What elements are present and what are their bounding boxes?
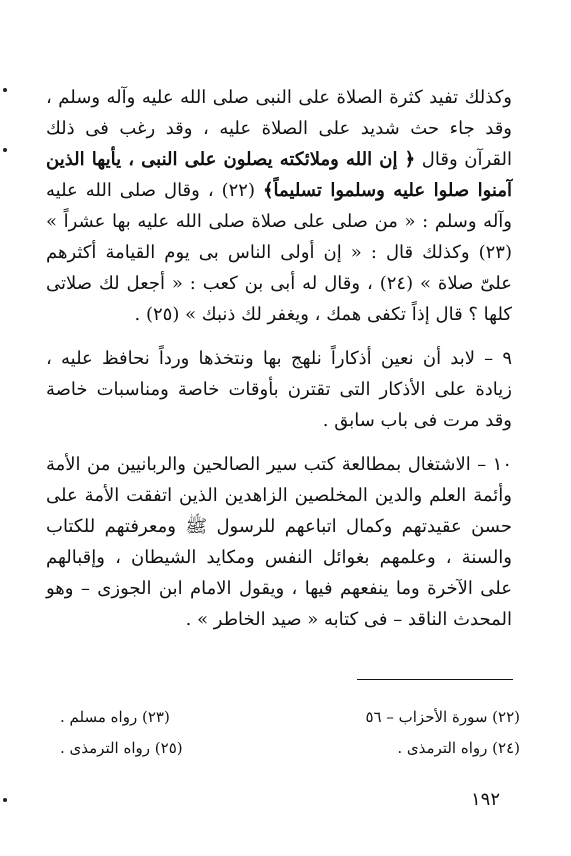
body-text xyxy=(46,82,512,635)
margin-mark xyxy=(3,88,7,92)
page-number: ١٩٢ xyxy=(470,789,500,810)
footnotes xyxy=(60,702,520,764)
paragraph-text: (٢٢) ، وقال صلى الله عليه وآله وسلم : « من صلى على صلاة صلى الله عليه بها عشراً » (٢٣) وكذلك قال : « إن أولى الناس بى يوم القيامة أكثرهم علىّ صلاة » (٢٤) ، وقال له أبى بن كعب : « أجعل لك صلاتى كلها ؟ قال إذاً تكفى همك ، ويغفر لك ذنبك » (٢٥) . xyxy=(46,180,512,325)
paragraph-item-9 xyxy=(46,343,512,436)
paragraph-text: ١٠ – الاشتغال بمطالعة كتب سير الصالحين والربانيين من الأمة وأئمة العلم والدين المخلصين الزاهدين الذين اتفقت الأمة على حسن عقيدتهم وكمال اتباعهم للرسول ﷺ ومعرفتهم للكتاب والسنة ، وعلمهم بغوائل النفس ومكايد الشيطان ، وإقبالهم على الآخرة وما ينفعهم فيها ، ويقول الامام ابن الجوزى – وهو المحدث الناقد – فى كتابه « صيد الخاطر » . xyxy=(46,454,512,630)
paragraph-text: ٩ – لابد أن نعين أذكاراً نلهج بها ونتخذها ورداً نحافظ عليه ، زيادة على الأذكار التى تقترن بأوقات خاصة ومناسبات خاصة وقد مرت فى باب سابق . xyxy=(46,348,512,431)
paragraph-text: وكذلك تفيد كثرة الصلاة على النبى صلى الله عليه وآله وسلم ، وقد جاء حث شديد على الصلاة عليه ، وقد رغب فى ذلك القرآن وقال xyxy=(46,87,512,170)
footnote-23: (٢٣) رواه مسلم . xyxy=(60,708,170,726)
footnote-24: (٢٤) رواه الترمذى . xyxy=(397,739,520,757)
footnote-25: (٢٥) رواه الترمذى . xyxy=(60,739,183,757)
footnote-row xyxy=(60,702,520,733)
quran-verse: ﴿ إن الله وملائكته يصلون على النبى ، يأيها الذين آمنوا صلوا عليه وسلموا تسليماً﴾ xyxy=(46,149,513,201)
margin-mark xyxy=(3,798,7,802)
margin-mark xyxy=(3,148,7,152)
footnote-divider xyxy=(357,679,513,680)
footnote-22: (٢٢) سورة الأحزاب – ٥٦ xyxy=(365,708,520,726)
paragraph-salawat xyxy=(46,82,512,330)
paragraph-item-10 xyxy=(46,449,512,635)
footnote-row xyxy=(60,733,520,764)
